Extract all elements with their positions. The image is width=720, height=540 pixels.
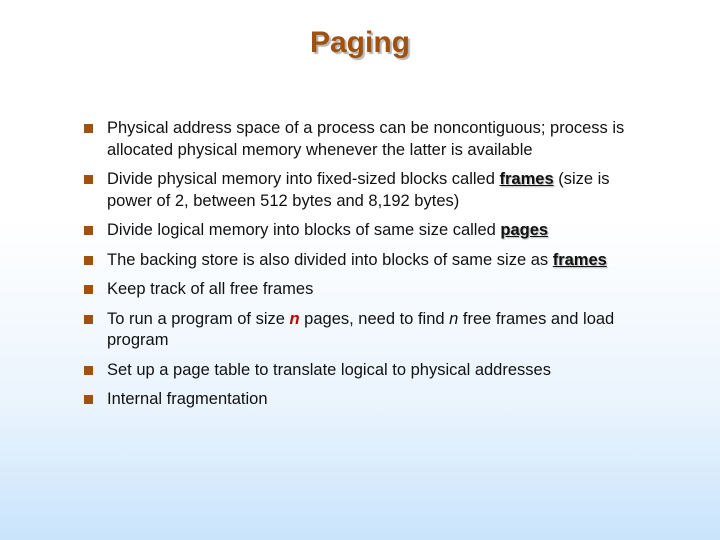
bullet-item xyxy=(84,118,644,161)
square-bullet-icon xyxy=(84,285,93,294)
square-bullet-icon xyxy=(84,124,93,133)
bullet-text: To run a program of size xyxy=(107,309,290,328)
bullet-item xyxy=(84,309,644,352)
square-bullet-icon xyxy=(84,226,93,235)
square-bullet-icon xyxy=(84,315,93,324)
bullet-item xyxy=(84,250,644,272)
bullet-item xyxy=(84,279,644,301)
bullet-text: Set up a page table to translate logical to physical addresses xyxy=(107,360,551,379)
bullet-text: Divide logical memory into blocks of same size called xyxy=(107,221,501,239)
bullet-text: Internal fragmentation xyxy=(107,390,268,408)
square-bullet-icon xyxy=(84,395,93,404)
square-bullet-icon xyxy=(84,366,93,375)
square-bullet-icon xyxy=(84,256,93,265)
bullet-text: pages, need to find xyxy=(299,309,450,328)
emphasized-term-pages: pages xyxy=(500,221,549,239)
emphasized-term-frames: frames xyxy=(552,250,607,269)
emphasized-term-frames: frames xyxy=(499,170,554,188)
slide-title: Paging xyxy=(309,26,410,59)
variable-n: n xyxy=(289,309,300,328)
square-bullet-icon xyxy=(84,175,93,184)
bullet-text: Physical address space of a process can be noncontiguous; process is allocated physical memory whenever the latter is available xyxy=(107,119,625,159)
bullet-text: Divide physical memory into fixed-sized blocks called xyxy=(107,170,500,188)
bullet-item xyxy=(84,220,644,242)
bullet-item xyxy=(84,169,644,212)
bullet-text: free frames and load program xyxy=(107,309,615,349)
bullet-text: Keep track of all free frames xyxy=(107,280,314,298)
bullet-text: The backing store is also divided into blocks of same size as xyxy=(107,250,553,269)
bullet-item xyxy=(84,389,644,411)
bullet-text: (size is power of 2, between 512 bytes and 8,192 bytes) xyxy=(107,170,610,210)
bullet-list xyxy=(84,118,644,419)
variable-n-italic: n xyxy=(449,309,459,328)
bullet-item xyxy=(84,360,644,382)
